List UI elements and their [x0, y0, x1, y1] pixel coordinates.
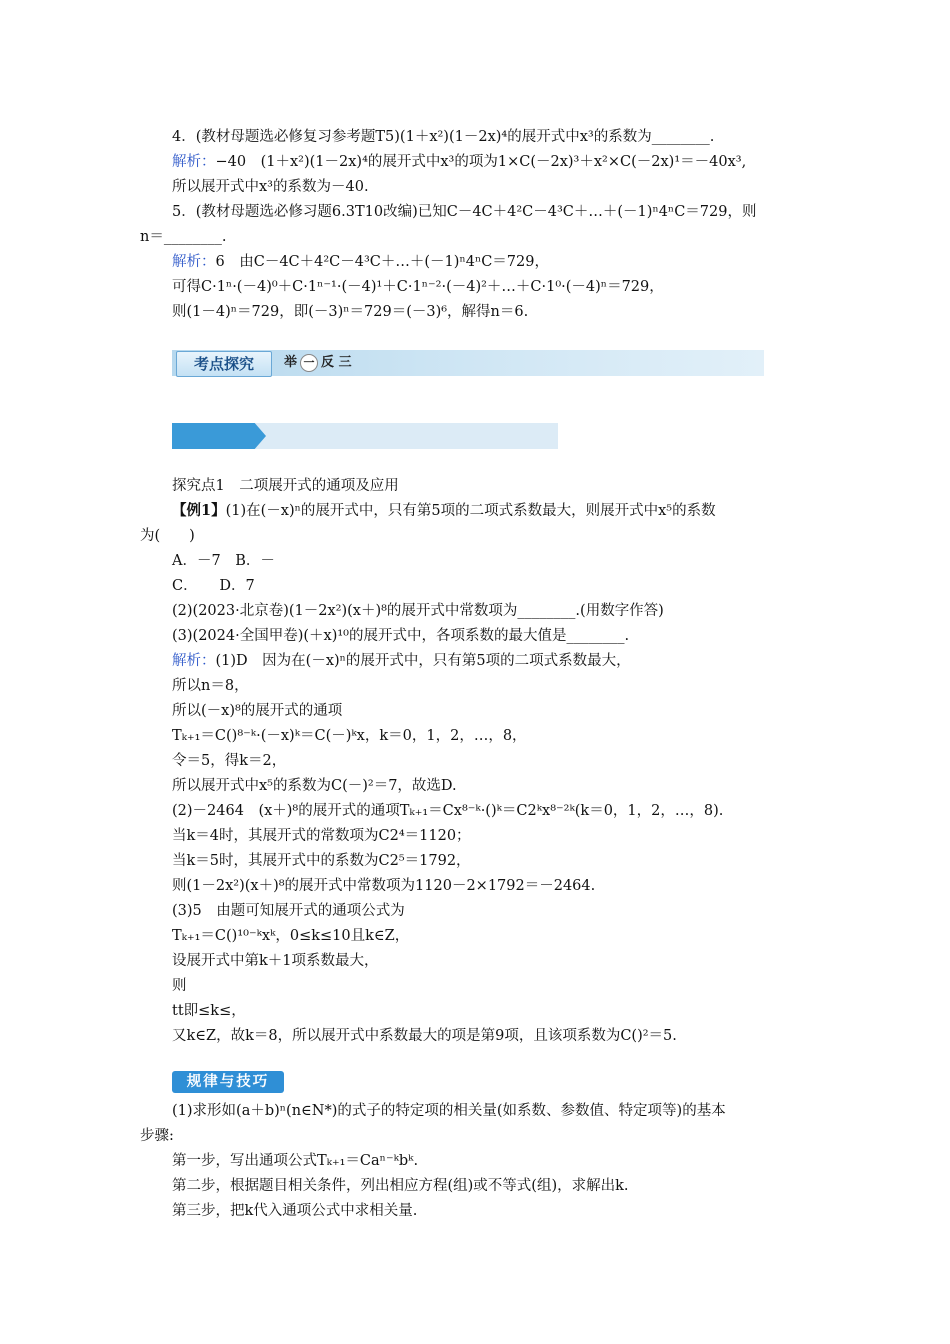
- tips-badge: 规律与技巧: [172, 1071, 284, 1093]
- example-1-solution-line-12: Tₖ₊₁＝C()¹⁰⁻ᵏxᵏ，0≤k≤10且k∈Z，: [172, 928, 410, 944]
- example-1-part-3: (3)(2024·全国甲卷)(＋x)¹⁰的展开式中，各项系数的最大值是________.: [172, 628, 630, 644]
- q5-solution-line-1: 解析：6 由C－4C＋4²C－4³C＋…＋(－1)ⁿ4ⁿC＝729，: [172, 254, 549, 270]
- example-1-solution-line-9: 当k＝5时，其展开式中的系数为C2⁵＝1792，: [172, 853, 471, 869]
- q4-line: 4．(教材母题选必修复习参考题T5)(1＋x²)(1－2x)⁴的展开式中x³的系数为________.: [172, 129, 715, 145]
- example-1-solution-line-6: 所以展开式中x⁵的系数为C(－)²＝7，故选D.: [172, 778, 457, 794]
- jiexi-label: 解析：: [172, 653, 216, 669]
- example-1-solution-line-5: 令＝5，得k＝2，: [172, 753, 287, 769]
- example-label: 【例1】: [172, 502, 226, 519]
- q4-solution-line-1: 解析：−40 (1＋x²)(1－2x)⁴的展开式中x³的项为1×C(－2x)³＋x²×C(－2x)¹＝－40x³,: [172, 154, 747, 170]
- q5-line-2: n＝________.: [140, 229, 227, 245]
- example-1-solution-line-14: 则: [172, 978, 187, 994]
- example-1-line-1: 【例1】(1)在(－x)ⁿ的展开式中，只有第5项的二项式系数最大，则展开式中x⁵的系数: [172, 502, 716, 519]
- subsection-bar-arrow: [172, 423, 266, 449]
- tips-line-1: (1)求形如(a＋b)ⁿ(n∈N*)的式子的特定项的相关量(如系数、参数值、特定项等)的基本: [172, 1103, 726, 1119]
- example-1-options-cd: C． D．7: [172, 578, 255, 594]
- q5-solution-line-2: 可得C·1ⁿ·(－4)⁰＋C·1ⁿ⁻¹·(－4)¹＋C·1ⁿ⁻²·(－4)²＋…＋C·1⁰·(－4)ⁿ＝729，: [172, 279, 664, 295]
- example-1-solution-line-15: tt即≤k≤，: [172, 1003, 246, 1019]
- q4-solution-line-2: 所以展开式中x³的系数为－40.: [172, 179, 369, 195]
- example-1-solution-line-2: 所以n＝8，: [172, 678, 249, 694]
- tips-step-2: 第二步，根据题目相关条件，列出相应方程(组)或不等式(组)，求解出k.: [172, 1178, 629, 1194]
- tips-step-3: 第三步，把k代入通项公式中求相关量.: [172, 1203, 418, 1219]
- example-1-solution-line-10: 则(1－2x²)(x＋)⁸的展开式中常数项为1120－2×1792＝－2464.: [172, 878, 596, 894]
- example-1-solution-line-3: 所以(－x)⁸的展开式的通项: [172, 703, 343, 719]
- banner-char-2: 一: [300, 354, 318, 372]
- example-1-solution-line-4: Tₖ₊₁＝C()⁸⁻ᵏ·(－x)ᵏ＝C(－)ᵏx，k＝0，1，2，…，8，: [172, 728, 527, 744]
- q5-solution-line-3: 则(1－4)ⁿ＝729，即(－3)ⁿ＝729＝(－3)⁶，解得n＝6.: [172, 304, 529, 320]
- section-banner: [172, 350, 764, 376]
- jiexi-label: 解析：: [172, 254, 216, 270]
- jiexi-label: 解析：: [172, 154, 216, 170]
- example-1-options-ab: A．－7 B．－: [172, 553, 275, 569]
- example-1-solution-line-8: 当k＝4时，其展开式的常数项为C2⁴＝1120；: [172, 828, 471, 844]
- banner-char-3: 反: [321, 355, 335, 370]
- example-1-solution-line-16: 又k∈Z，故k＝8，所以展开式中系数最大的项是第9项，且该项系数为C()²＝5.: [172, 1028, 677, 1044]
- example-1-part-2: (2)(2023·北京卷)(1－2x²)(x＋)⁸的展开式中常数项为________.(用数字作答): [172, 603, 664, 619]
- example-1-solution-line-7: (2)－2464 (x＋)⁸的展开式的通项Tₖ₊₁＝Cx⁸⁻ᵏ·()ᵏ＝C2ᵏx⁸⁻²ᵏ(k＝0，1，2，…，8).: [172, 803, 724, 819]
- example-1-solution-line-13: 设展开式中第k＋1项系数最大，: [172, 953, 379, 969]
- banner-char-4: 三: [338, 355, 352, 370]
- q5-line-1: 5．(教材母题选必修习题6.3T10改编)已知C－4C＋4²C－4³C＋…＋(－1)ⁿ4ⁿC＝729，则: [172, 204, 757, 220]
- example-1-solution-line-11: (3)5 由题可知展开式的通项公式为: [172, 903, 405, 919]
- example-1-solution-line-1: 解析：(1)D 因为在(－x)ⁿ的展开式中，只有第5项的二项式系数最大，: [172, 653, 631, 669]
- section-banner-title: 考点探究: [176, 351, 272, 377]
- section-banner-subtitle: [284, 354, 352, 372]
- example-1-line-2: 为( ): [140, 528, 195, 544]
- banner-char-1: 举: [284, 355, 298, 370]
- tips-step-1: 第一步，写出通项公式Tₖ₊₁＝Caⁿ⁻ᵏbᵏ.: [172, 1153, 419, 1169]
- tips-line-2: 步骤:: [140, 1128, 174, 1144]
- explore-point-heading: 探究点1 二项展开式的通项及应用: [172, 478, 399, 494]
